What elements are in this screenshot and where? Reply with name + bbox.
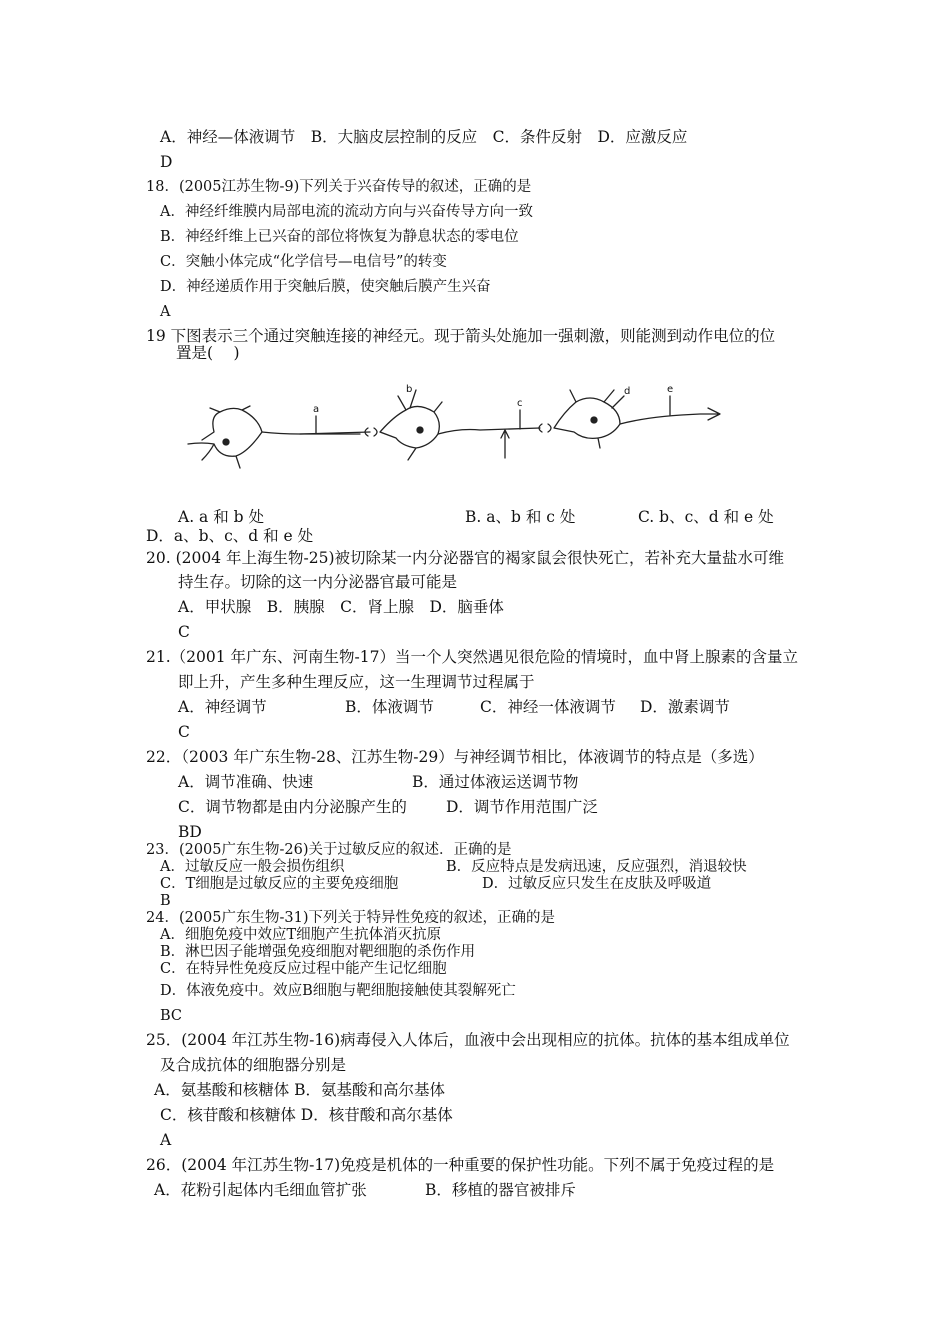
neuron-3 <box>554 390 720 448</box>
q21-answer: C <box>178 723 190 741</box>
q26-stem: 26．(2004 年江苏生物-17)免疫是机体的一种重要的保护性功能。下列不属于免疫过程的是 <box>146 1156 775 1174</box>
q19-option-d: D．a、b、c、d 和 e 处 <box>146 527 314 545</box>
q25-options-line1: A．氨基酸和核糖体 B．氨基酸和高尔基体 <box>154 1081 446 1099</box>
q21-stem-line2: 即上升，产生多种生理反应，这一生理调节过程属于 <box>178 673 535 691</box>
q25-stem-line1: 25．(2004 年江苏生物-16)病毒侵入人体后，血液中会出现相应的抗体。抗体的基本组成单位 <box>146 1031 790 1049</box>
q22-option-d: D．调节作用范围广泛 <box>446 798 598 816</box>
q24-stem: 24．(2005广东生物-31)下列关于特异性免疫的叙述，正确的是 <box>146 910 556 926</box>
q22-option-a: A．调节准确、快速 <box>178 773 314 791</box>
q18-stem: 18．(2005江苏生物-9)下列关于兴奋传导的叙述，正确的是 <box>146 179 532 195</box>
synapse-2 <box>539 424 551 432</box>
q25-stem-line2: 及合成抗体的细胞器分别是 <box>160 1056 347 1074</box>
q19-stem-line2: 置是( ) <box>176 344 240 362</box>
q18-option-a: A．神经纤维膜内局部电流的流动方向与兴奋传导方向一致 <box>160 204 533 220</box>
q22-option-c: C．调节物都是由内分泌腺产生的 <box>178 798 407 816</box>
q23-option-b: B．反应特点是发病迅速，反应强烈，消退较快 <box>446 859 747 875</box>
label-a: a <box>313 404 320 415</box>
q20-options: A．甲状腺 B．胰腺 C．肾上腺 D．脑垂体 <box>178 598 504 616</box>
q17-answer: D <box>160 153 173 171</box>
q22-stem: 22．（2003 年广东生物-28、江苏生物-29）与神经调节相比，体液调节的特点是（多选） <box>146 748 764 766</box>
neuron-2 <box>380 396 540 460</box>
q26-option-a: A．花粉引起体内毛细血管扩张 <box>154 1181 367 1199</box>
q17-options: A．神经—体液调节 B．大脑皮层控制的反应 C．条件反射 D．应激反应 <box>160 128 688 146</box>
q23-answer: B <box>160 893 171 909</box>
q21-option-b: B．体液调节 <box>345 698 434 716</box>
label-c: c <box>517 398 523 409</box>
q20-answer: C <box>178 623 190 641</box>
q22-option-b: B．通过体液运送调节物 <box>412 773 579 791</box>
q20-stem-line2: 持生存。切除的这一内分泌器官最可能是 <box>178 573 458 591</box>
q23-stem: 23．(2005广东生物-26)关于过敏反应的叙述．正确的是 <box>146 842 512 858</box>
q24-answer: BC <box>160 1008 183 1024</box>
label-e: e <box>667 384 674 395</box>
q24-option-a: A．细胞免疫中效应T细胞产生抗体消灭抗原 <box>160 927 442 943</box>
q24-option-c: C．在特异性免疫反应过程中能产生记忆细胞 <box>160 961 447 977</box>
q20-stem-line1: 20. (2004 年上海生物-25)被切除某一内分泌器官的褐家鼠会很快死亡，若补充大量盐水可维 <box>146 549 785 567</box>
q19-stem-line1: 19 下图表示三个通过突触连接的神经元。现于箭头处施加一强刺激，则能测到动作电位的位 <box>146 327 776 345</box>
q26-option-b: B．移植的器官被排斥 <box>425 1181 576 1199</box>
label-d: d <box>624 386 631 397</box>
q21-option-d: D．激素调节 <box>640 698 730 716</box>
q18-option-d: D．神经递质作用于突触后膜，使突触后膜产生兴奋 <box>160 279 491 295</box>
q23-option-a: A．过敏反应一般会损伤组织 <box>160 859 345 875</box>
q18-option-c: C．突触小体完成“化学信号—电信号”的转变 <box>160 254 447 270</box>
neuron-diagram <box>180 372 740 477</box>
q23-option-d: D．过敏反应只发生在皮肤及呼吸道 <box>482 876 712 892</box>
q25-options-line2: C．核苷酸和核糖体 D．核苷酸和高尔基体 <box>160 1106 453 1124</box>
neuron-1 <box>188 406 360 468</box>
q24-option-b: B．淋巴因子能增强免疫细胞对靶细胞的杀伤作用 <box>160 944 476 960</box>
q25-answer: A <box>160 1131 172 1149</box>
q21-option-a: A．神经调节 <box>178 698 267 716</box>
q23-option-c: C．T细胞是过敏反应的主要免疫细胞 <box>160 876 399 892</box>
q19-option-b: B. a、b 和 c 处 <box>465 508 576 526</box>
q24-option-d: D．体液免疫中。效应B细胞与靶细胞接触使其裂解死亡 <box>160 983 516 999</box>
label-b: b <box>406 384 413 395</box>
q21-option-c: C．神经一体液调节 <box>480 698 616 716</box>
probe-d <box>612 396 624 408</box>
q18-option-b: B．神经纤维上已兴奋的部位将恢复为静息状态的零电位 <box>160 229 519 245</box>
q21-stem-line1: 21.（2001 年广东、河南生物-17）当一个人突然遇见很危险的情境时，血中肾上腺素的含量立 <box>146 648 798 666</box>
q19-option-a: A. a 和 b 处 <box>178 508 264 526</box>
stimulus-arrow <box>501 430 509 458</box>
q19-option-c: C. b、c、d 和 e 处 <box>638 508 774 526</box>
q22-answer: BD <box>178 823 202 841</box>
q18-answer: A <box>160 304 171 320</box>
